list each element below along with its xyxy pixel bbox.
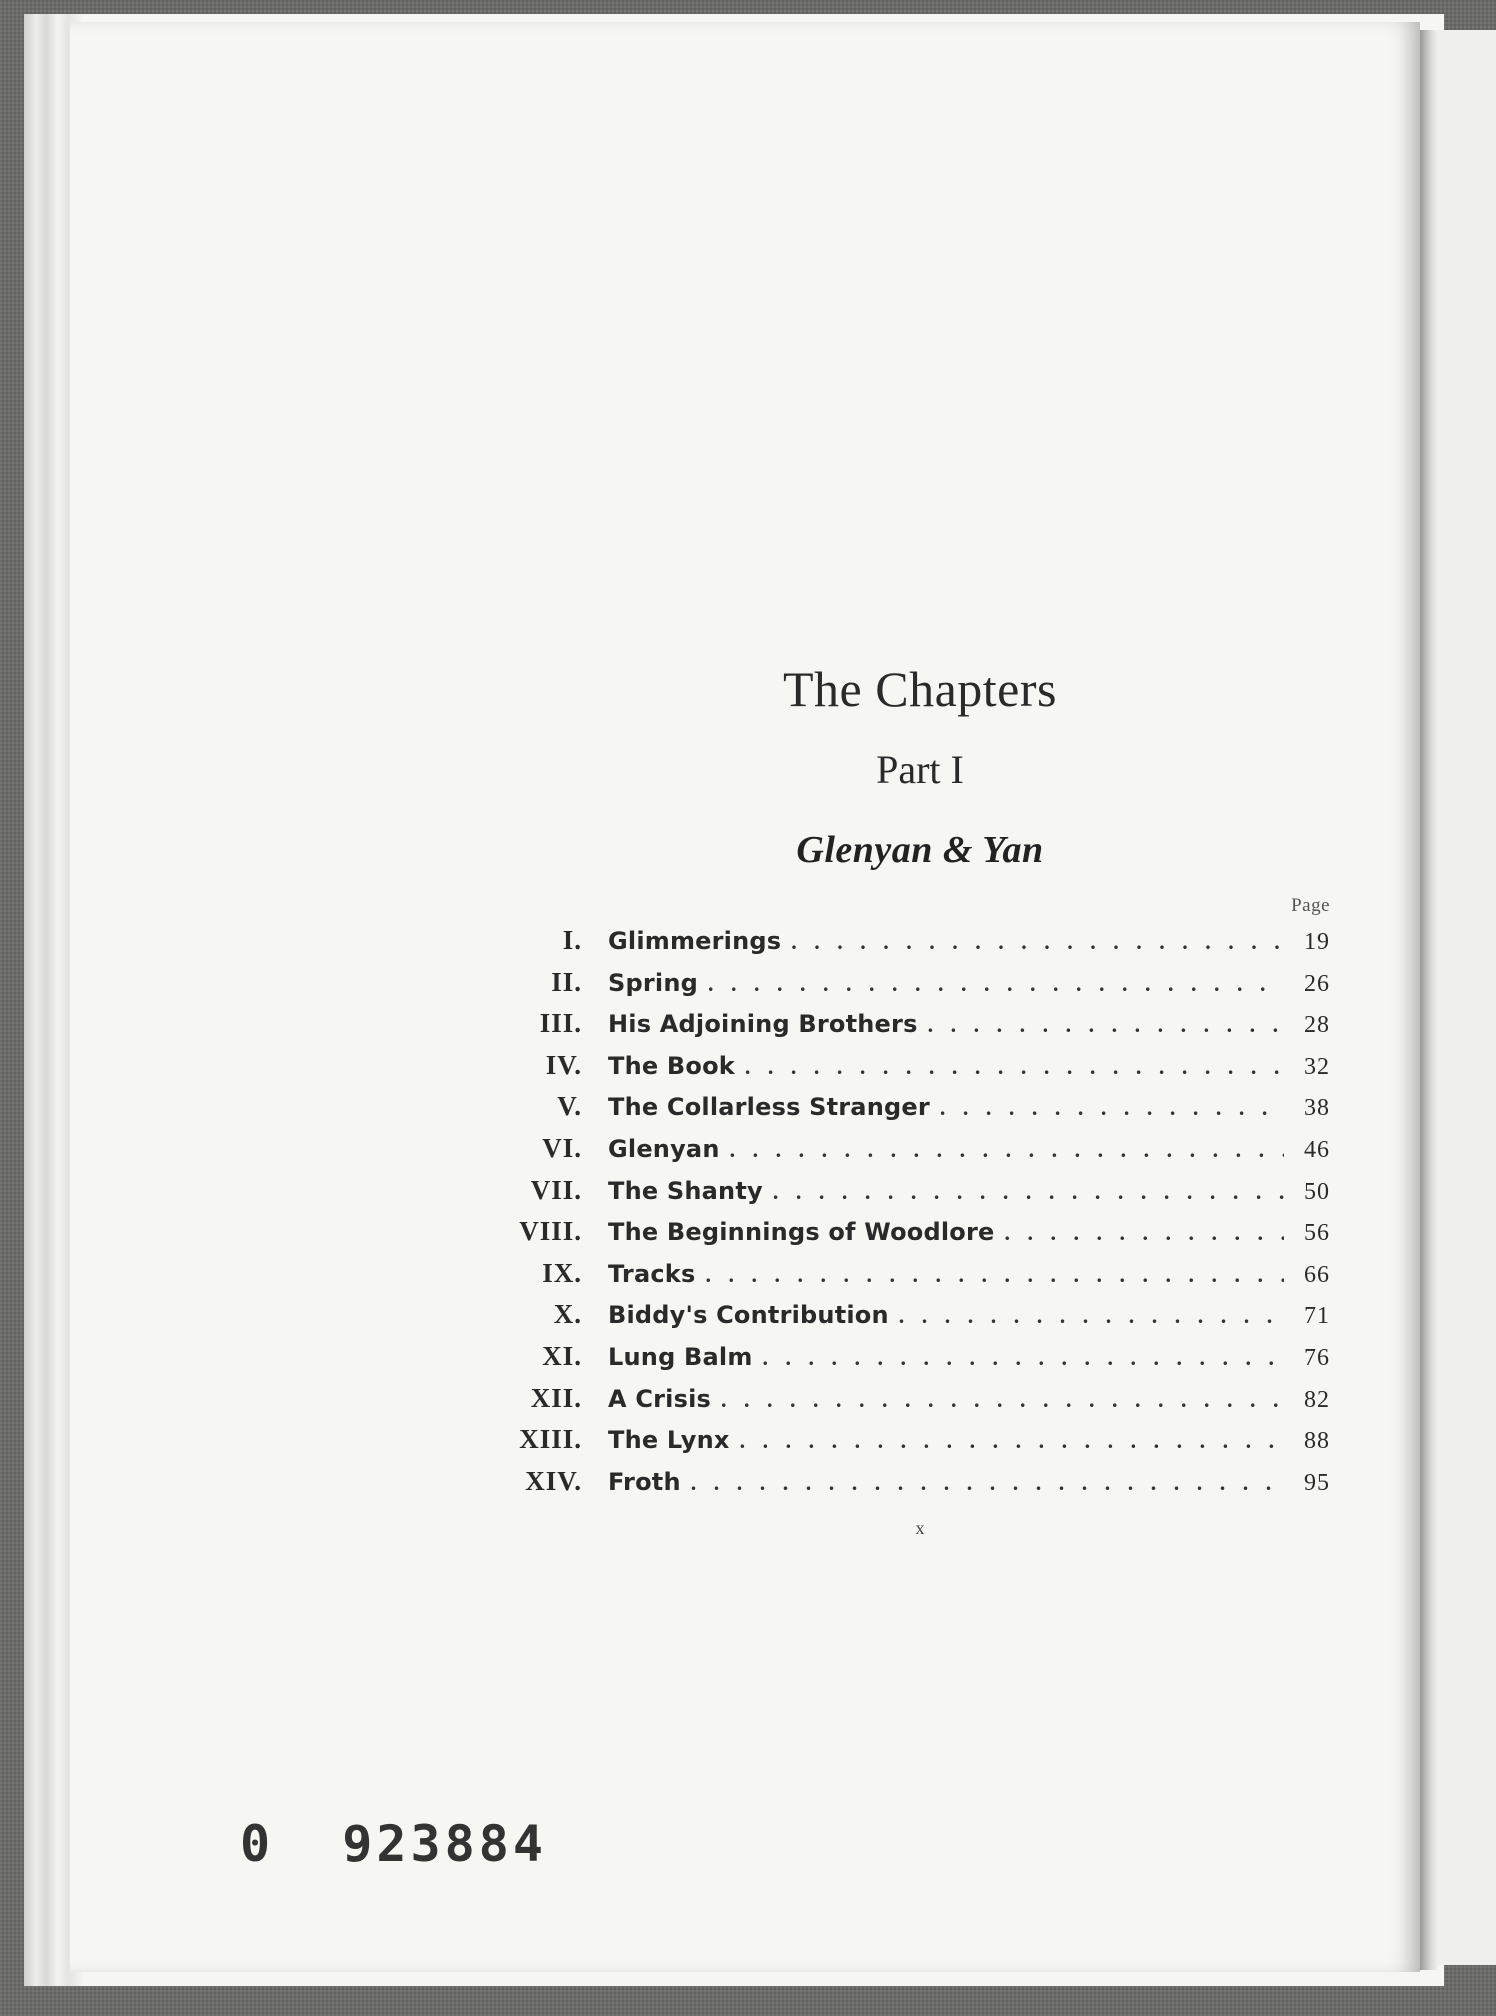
toc-entry — [500, 1008, 1330, 1050]
dot-leader — [708, 971, 1284, 997]
chapter-number: VII. — [530, 1174, 582, 1205]
toc-entry — [500, 1133, 1330, 1175]
dot-leader — [899, 1303, 1284, 1329]
dot-leader — [1004, 1220, 1284, 1246]
dot-leader — [730, 1137, 1284, 1163]
chapter-number: IX. — [542, 1257, 582, 1288]
chapter-title: Glimmerings — [608, 927, 782, 955]
toc-entry — [500, 1466, 1330, 1508]
toc-entry — [500, 1341, 1330, 1383]
chapter-number: I. — [562, 925, 582, 955]
table-of-contents — [500, 895, 1330, 1507]
toc-entry — [500, 1424, 1330, 1466]
chapter-number: XIV. — [525, 1465, 582, 1496]
chapter-number: VIII. — [519, 1216, 582, 1247]
chapter-number: VI. — [542, 1132, 582, 1163]
chapter-page: 88 — [1304, 1428, 1330, 1455]
facing-page-edge — [1438, 30, 1496, 1965]
chapter-title: Glenyan — [608, 1134, 720, 1163]
chapter-number: IV. — [545, 1049, 582, 1080]
page-column-label: Page — [1291, 895, 1330, 916]
chapter-page: 56 — [1304, 1220, 1330, 1247]
chapter-page: 46 — [1304, 1136, 1330, 1163]
toc-entry — [500, 1299, 1330, 1341]
dot-leader — [773, 1179, 1284, 1205]
dot-leader — [705, 1262, 1284, 1288]
dot-leader — [745, 1054, 1284, 1080]
chapter-page: 38 — [1304, 1095, 1330, 1122]
chapter-title: Lung Balm — [608, 1342, 753, 1371]
chapter-title: Biddy's Contribution — [608, 1301, 889, 1330]
gutter-shadow — [1420, 30, 1438, 1970]
toc-entry — [500, 1091, 1330, 1133]
chapter-page: 50 — [1304, 1178, 1330, 1205]
toc-entry — [500, 1175, 1330, 1217]
dot-leader — [763, 1345, 1284, 1371]
chapter-page: 71 — [1304, 1303, 1330, 1330]
chapter-title: Tracks — [608, 1259, 696, 1288]
toc-entry — [500, 1258, 1330, 1300]
dot-leader — [691, 1470, 1284, 1496]
chapter-page: 19 — [1304, 929, 1330, 955]
chapter-page: 82 — [1304, 1386, 1330, 1413]
library-stamp-number: 0 923884 — [240, 1815, 547, 1873]
toc-entry — [500, 1216, 1330, 1258]
chapter-number: X. — [553, 1299, 582, 1330]
chapter-page: 26 — [1304, 970, 1330, 997]
chapter-page: 95 — [1304, 1469, 1330, 1496]
chapter-number: III. — [539, 1008, 582, 1039]
chapter-page: 76 — [1304, 1344, 1330, 1371]
page-folio: x — [915, 1518, 925, 1538]
dot-leader — [791, 929, 1284, 955]
dot-leader — [721, 1387, 1284, 1413]
part-heading: Part I — [876, 747, 964, 792]
chapter-number: XII. — [530, 1382, 582, 1413]
chapter-number: II. — [551, 966, 582, 997]
chapter-title: His Adjoining Brothers — [608, 1010, 918, 1039]
chapter-title: Spring — [608, 968, 698, 997]
chapter-title: Froth — [608, 1467, 681, 1496]
chapter-title: The Collarless Stranger — [608, 1093, 930, 1122]
toc-entry — [500, 925, 1330, 967]
chapter-page: 32 — [1304, 1053, 1330, 1080]
chapter-title: The Lynx — [608, 1426, 730, 1455]
chapter-title: The Book — [608, 1051, 735, 1080]
dot-leader — [740, 1428, 1284, 1454]
chapter-number: XIII. — [519, 1424, 582, 1455]
page-title: The Chapters — [783, 661, 1057, 717]
dot-leader — [940, 1095, 1284, 1121]
chapter-title: A Crisis — [608, 1384, 712, 1413]
dot-leader — [928, 1012, 1284, 1038]
chapter-number: V. — [557, 1091, 582, 1122]
chapter-title: The Shanty — [608, 1176, 763, 1205]
toc-entry — [500, 1050, 1330, 1092]
chapter-title: The Beginnings of Woodlore — [608, 1218, 995, 1247]
chapter-page: 66 — [1304, 1261, 1330, 1288]
chapter-number: XI. — [542, 1340, 582, 1371]
chapter-page: 28 — [1304, 1012, 1330, 1039]
toc-entry — [500, 967, 1330, 1009]
part-subtitle: Glenyan & Yan — [796, 829, 1044, 871]
toc-entry — [500, 1383, 1330, 1425]
